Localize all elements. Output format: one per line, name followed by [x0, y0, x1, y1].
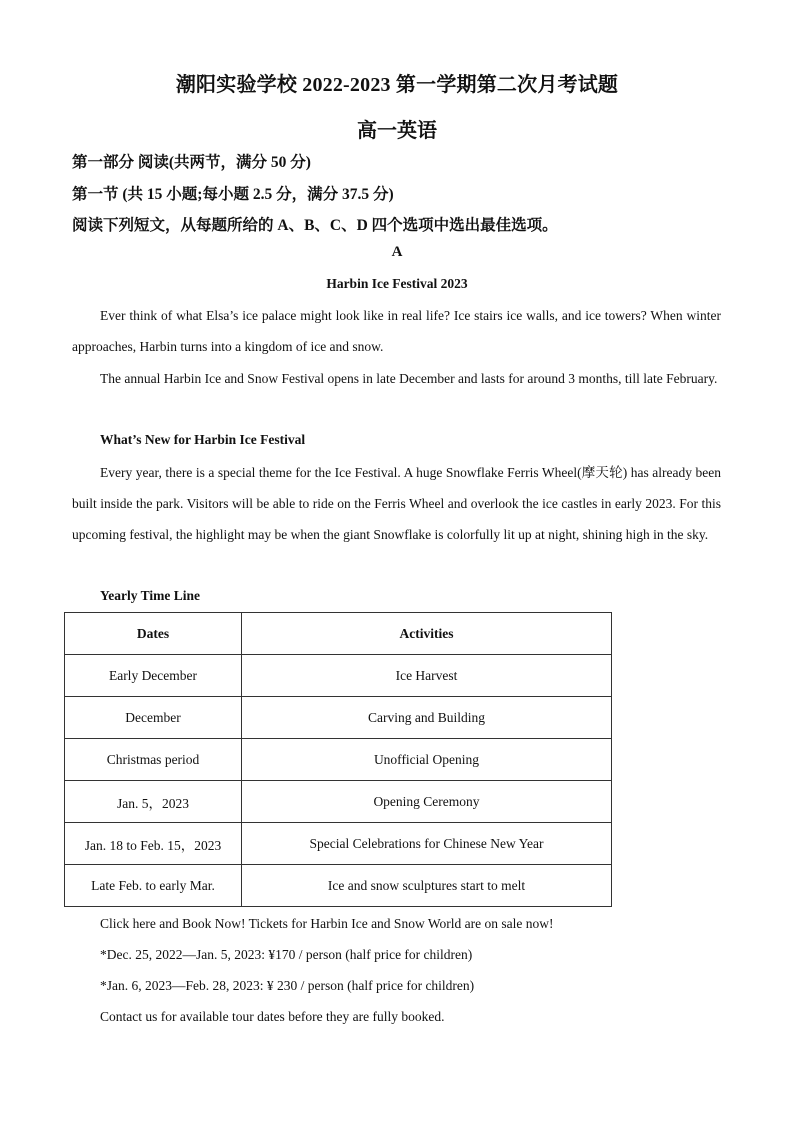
- table-row: [65, 781, 612, 823]
- date-cell: Late Feb. to early Mar.: [65, 865, 242, 907]
- date-cell: Jan. 18 to Feb. 15，2023: [65, 823, 242, 865]
- date-cell: Early December: [65, 655, 242, 697]
- passage-title: Harbin Ice Festival 2023: [326, 276, 468, 291]
- book-now-line: Click here and Book Now! Tickets for Harbin Ice and Snow World are on sale now!: [100, 916, 554, 931]
- whats-new-heading: What’s New for Harbin Ice Festival: [100, 432, 306, 447]
- timeline-table: [64, 612, 612, 907]
- activity-cell: Ice Harvest: [242, 655, 612, 697]
- passage-letter: A: [391, 244, 403, 260]
- part-heading: 第一部分 阅读(共两节，满分 50 分): [72, 154, 311, 171]
- date-cell: Christmas period: [65, 739, 242, 781]
- table-row: [65, 739, 612, 781]
- activity-cell: Special Celebrations for Chinese New Year: [242, 823, 612, 865]
- exam-title: 潮阳实验学校 2022-2023 第一学期第二次月考试题: [175, 74, 619, 96]
- section-heading: 第一节 (共 15 小题;每小题 2.5 分，满分 37.5 分): [72, 186, 394, 203]
- price-line-2: *Jan. 6, 2023—Feb. 28, 2023: ¥ 230 / person (half price for children): [100, 978, 475, 993]
- contact-line: Contact us for available tour dates before they are fully booked.: [100, 1009, 445, 1024]
- table-row: [65, 655, 612, 697]
- table-header-row: [65, 613, 612, 655]
- table-row: [65, 865, 612, 907]
- table-row: [65, 697, 612, 739]
- paragraph-1: Ever think of what Elsa’s ice palace might look like in real life? Ice stairs ice walls, and ice towers? When winter approaches, Harbin turns into a kingdom of ice and snow.: [72, 308, 721, 354]
- activity-cell: Carving and Building: [242, 697, 612, 739]
- timeline-heading: Yearly Time Line: [100, 588, 200, 603]
- activity-cell: Opening Ceremony: [242, 781, 612, 823]
- header-activities: Activities: [242, 613, 612, 655]
- header-dates: Dates: [65, 613, 242, 655]
- activity-cell: Ice and snow sculptures start to melt: [242, 865, 612, 907]
- price-line-1: *Dec. 25, 2022—Jan. 5, 2023: ¥170 / person (half price for children): [100, 947, 473, 962]
- table-row: [65, 823, 612, 865]
- activity-cell: Unofficial Opening: [242, 739, 612, 781]
- paragraph-3: Every year, there is a special theme for the Ice Festival. A huge Snowflake Ferris Wheel(摩天轮) has already been built inside the park. Visitors will be able to ride on the Ferris Wheel and overlook the ice castles in early 2023. For this upcoming festival, the highlight may be when the giant Snowflake is colorfully lit up at night, shining high in the sky.: [72, 465, 721, 542]
- directions: 阅读下列短文，从每题所给的 A、B、C、D 四个选项中选出最佳选项。: [72, 217, 558, 234]
- date-cell: Jan. 5，2023: [65, 781, 242, 823]
- paragraph-2: The annual Harbin Ice and Snow Festival opens in late December and lasts for around 3 months, till late February.: [100, 371, 718, 386]
- date-cell: December: [65, 697, 242, 739]
- exam-subtitle: 高一英语: [357, 120, 437, 142]
